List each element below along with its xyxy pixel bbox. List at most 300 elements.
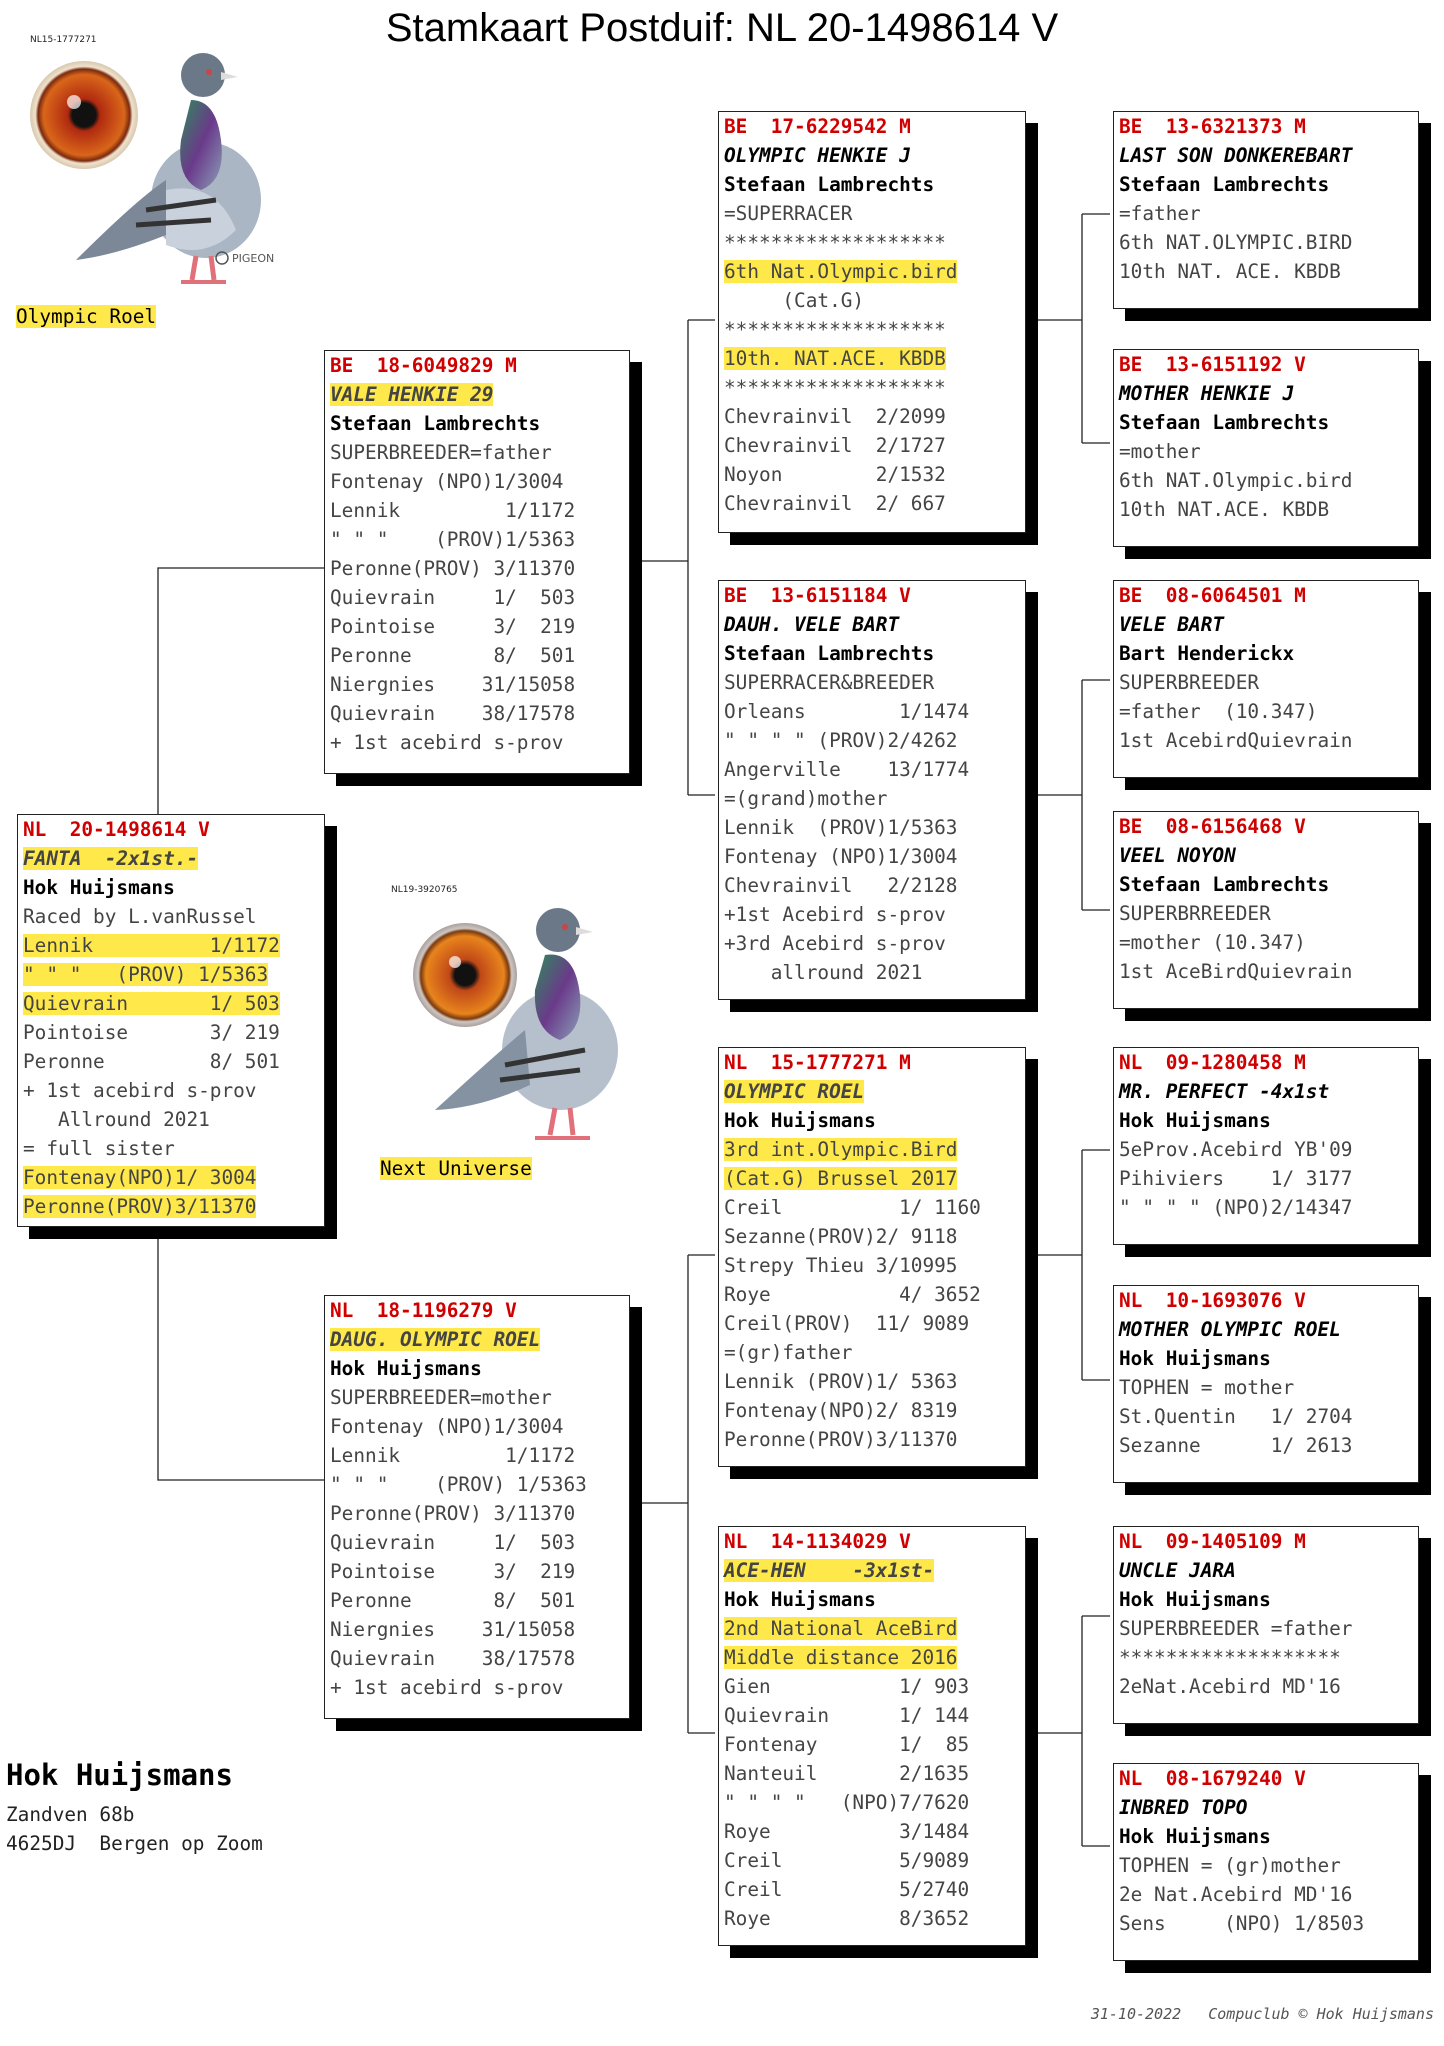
card-result-line [724,431,1020,460]
card-result-line-text: Pointoise 3/ 219 [23,1021,280,1044]
card-result-line [23,960,319,989]
card-result-line-text: +3rd Acebird s-prov [724,932,946,955]
card-result-line-text: Niergnies 31/15058 [330,673,576,696]
card-result-line-text: Pointoise 3/ 219 [330,1560,576,1583]
card-result-line-text: 10th. NAT.ACE. KBDB [724,347,946,370]
card-result-line [724,1425,1020,1454]
card-result-line-text: Peronne 8/ 501 [23,1050,280,1073]
card-owner [724,639,1020,668]
card-result-line [1119,1672,1413,1701]
card-result-line-text: " " " " (NPO)7/7620 [724,1791,970,1814]
card-result-line [1119,1909,1413,1938]
card-result-line-text: " " " (PROV) 1/5363 [330,1473,587,1496]
card-result-line-text: Noyon 2/1532 [724,463,946,486]
pigeon-photo-icon [16,30,296,310]
card-sire-dam[interactable] [718,580,1026,1000]
card-result-line-text: Sens (NPO) 1/8503 [1119,1912,1365,1935]
card-result-line-text: + 1st acebird s-prov [330,731,564,754]
card-owner [1119,1344,1413,1373]
card-result-line-text: Pointoise 3/ 219 [330,615,576,638]
card-result-line [724,1135,1020,1164]
card-owner-text: Hok Huijsmans [1119,1109,1271,1132]
card-dam-sire[interactable] [718,1047,1026,1467]
card-result-line-text: Fontenay (NPO)1/3004 [330,470,564,493]
card-result-line [330,1615,624,1644]
card-owner-text: Stefaan Lambrechts [330,412,541,435]
card-owner [1119,1106,1413,1135]
card-result-line-text: Fontenay 1/ 85 [724,1733,970,1756]
card-result-line [724,286,1020,315]
card-pigeon-name [1119,1077,1413,1106]
card-result-line-text: ******************* [724,231,946,254]
card-result-line-text: Sezanne 1/ 2613 [1119,1434,1353,1457]
card-result-line [724,1730,1020,1759]
card-result-line [330,525,624,554]
card-result-line [330,467,624,496]
card-sd-sire[interactable] [1113,580,1419,778]
card-pigeon-name [1119,610,1413,639]
card-result-line [330,641,624,670]
card-result-line-text: Quievrain 1/ 503 [23,992,280,1015]
card-sd-dam[interactable] [1113,811,1419,1009]
card-owner [724,170,1020,199]
card-result-line [1119,697,1413,726]
card-result-line-text: +1st Acebird s-prov [724,903,946,926]
card-ring-number-text: NL 20-1498614 V [23,818,210,841]
card-result-line [724,1672,1020,1701]
card-owner-text: Stefaan Lambrechts [1119,873,1330,896]
card-ring-number-text: NL 08-1679240 V [1119,1767,1306,1790]
card-result-line-text: 1st AceBirdQuievrain [1119,960,1353,983]
card-ring-number [1119,1764,1413,1793]
card-pigeon-name [724,610,1020,639]
loft-name: Hok Huijsmans [6,1758,233,1792]
card-result-line-text: Chevrainvil 2/1727 [724,434,946,457]
card-result-line-text: Roye 8/3652 [724,1907,970,1930]
card-result-line-text: Fontenay (NPO)1/3004 [724,845,958,868]
card-owner-text: Hok Huijsmans [1119,1588,1271,1611]
card-subject[interactable] [17,814,325,1227]
card-result-line [724,373,1020,402]
card-result-line [1119,1851,1413,1880]
photo-next-universe [385,880,655,1165]
card-ring-number-text: BE 08-6156468 V [1119,815,1306,838]
card-ring-number [724,112,1020,141]
card-result-line-text: =(gr)father [724,1341,853,1364]
card-ring-number [1119,581,1413,610]
card-result-line [724,1614,1020,1643]
card-result-line-text: Raced by L.vanRussel [23,905,257,928]
card-result-line [1119,928,1413,957]
card-ring-number-text: BE 13-6321373 M [1119,115,1306,138]
card-result-line [724,1817,1020,1846]
card-result-line-text: Quievrain 38/17578 [330,1647,576,1670]
card-result-line-text: 5eProv.Acebird YB'09 [1119,1138,1353,1161]
card-result-line [724,1875,1020,1904]
card-result-line [1119,466,1413,495]
card-result-line-text: Allround 2021 [23,1108,210,1131]
card-result-line-text: TOPHEN = (gr)mother [1119,1854,1341,1877]
card-result-line [1119,668,1413,697]
card-result-line [724,1846,1020,1875]
card-pigeon-name [330,1325,624,1354]
card-result-line [724,1396,1020,1425]
card-result-line [724,199,1020,228]
card-result-line-text: 10th NAT. ACE. KBDB [1119,260,1341,283]
card-owner-text: Stefaan Lambrechts [724,642,935,665]
card-result-line [724,1193,1020,1222]
card-pigeon-name-text: FANTA -2x1st.- [23,847,199,870]
card-result-line [724,842,1020,871]
photo-logo-text: PIGEON [232,252,275,265]
card-result-line [330,1586,624,1615]
card-result-line [330,1470,624,1499]
pigeon-photo-icon [385,880,655,1165]
card-result-line [1119,199,1413,228]
card-result-line [1119,1164,1413,1193]
card-result-line-text: allround 2021 [724,961,923,984]
card-result-line-text: =mother [1119,440,1201,463]
card-result-line [23,1105,319,1134]
card-ring-number-text: NL 15-1777271 M [724,1051,911,1074]
card-result-line [724,402,1020,431]
card-result-line-text: Creil 5/9089 [724,1849,970,1872]
card-ss-sire[interactable] [1113,111,1419,309]
card-result-line-text: Peronne 8/ 501 [330,1589,576,1612]
card-result-line [23,1134,319,1163]
card-result-line-text: + 1st acebird s-prov [330,1676,564,1699]
card-result-line-text: SUPERBREEDER [1119,671,1260,694]
card-owner-text: Hok Huijsmans [1119,1825,1271,1848]
card-result-line-text: Chevrainvil 2/ 667 [724,492,946,515]
card-pigeon-name [330,380,624,409]
card-owner-text: Bart Henderickx [1119,642,1295,665]
card-result-line-text: Peronne(PROV)3/11370 [724,1428,958,1451]
card-result-line [724,668,1020,697]
card-pigeon-name-text: LAST SON DONKEREBART [1119,144,1353,167]
card-pigeon-name-text: DAUG. OLYMPIC ROEL [330,1328,541,1351]
card-result-line-text: ******************* [1119,1646,1341,1669]
card-result-line-text: Orleans 1/1474 [724,700,970,723]
card-result-line-text: Chevrainvil 2/2099 [724,405,946,428]
card-result-line [23,931,319,960]
card-result-line [1119,1402,1413,1431]
card-result-line [1119,1135,1413,1164]
card-result-line-text: Lennik 1/1172 [23,934,280,957]
card-result-line-text: Angerville 13/1774 [724,758,970,781]
card-result-line-text: 2nd National AceBird [724,1617,958,1640]
card-ring-number-text: BE 17-6229542 M [724,115,911,138]
card-result-line-text: Quievrain 38/17578 [330,702,576,725]
card-result-line-text: " " " (PROV) 1/5363 [23,963,269,986]
card-result-line-text: =father [1119,202,1201,225]
card-result-line [1119,1193,1413,1222]
card-ring-number [330,1296,624,1325]
card-owner [1119,170,1413,199]
card-ring-number-text: NL 10-1693076 V [1119,1289,1306,1312]
card-result-line [724,1164,1020,1193]
card-pigeon-name-text: VALE HENKIE 29 [330,383,494,406]
card-owner [330,409,624,438]
card-result-line [1119,1431,1413,1460]
card-result-line-text: Strepy Thieu 3/10995 [724,1254,958,1277]
card-owner-text: Hok Huijsmans [23,876,175,899]
card-result-line [330,496,624,525]
card-result-line-text: + 1st acebird s-prov [23,1079,257,1102]
card-result-line-text: TOPHEN = mother [1119,1376,1295,1399]
card-result-line [1119,1880,1413,1909]
card-result-line [724,900,1020,929]
card-result-line-text: 3rd int.Olympic.Bird [724,1138,958,1161]
card-pigeon-name [724,1556,1020,1585]
card-result-line-text: = full sister [23,1137,175,1160]
card-ring-number-text: BE 08-6064501 M [1119,584,1306,607]
card-ring-number-text: NL 18-1196279 V [330,1299,517,1322]
card-result-line [330,1383,624,1412]
card-pigeon-name [724,1077,1020,1106]
card-pigeon-name-text: MR. PERFECT -4x1st [1119,1080,1330,1103]
card-result-line [724,697,1020,726]
card-result-line-text: (Cat.G) Brussel 2017 [724,1167,958,1190]
card-result-line [330,554,624,583]
card-result-line [330,699,624,728]
card-result-line-text: Chevrainvil 2/2128 [724,874,958,897]
card-ring-number [1119,1527,1413,1556]
card-result-line-text: Pihiviers 1/ 3177 [1119,1167,1353,1190]
card-result-line [330,1673,624,1702]
card-result-line-text: Quievrain 1/ 503 [330,586,576,609]
footer-credit: 31-10-2022 Compuclub © Hok Huijsmans [1090,2005,1434,2023]
card-result-line-text: =father (10.347) [1119,700,1318,723]
card-owner [1119,870,1413,899]
card-sire[interactable] [324,350,630,774]
card-result-line [1119,1614,1413,1643]
card-result-line [1119,1643,1413,1672]
card-result-line-text: ******************* [724,376,946,399]
card-result-line-text: Roye 4/ 3652 [724,1283,981,1306]
card-owner-text: Hok Huijsmans [724,1109,876,1132]
card-result-line-text: Creil 1/ 1160 [724,1196,981,1219]
card-result-line-text: Lennik 1/1172 [330,1444,576,1467]
card-pigeon-name [1119,141,1413,170]
card-owner [330,1354,624,1383]
card-ring-number-text: NL 14-1134029 V [724,1530,911,1553]
card-result-line [724,228,1020,257]
card-ring-number-text: BE 13-6151184 V [724,584,911,607]
card-result-line-text: Peronne 8/ 501 [330,644,576,667]
card-result-line [724,958,1020,987]
card-result-line [23,1192,319,1221]
card-dd-dam[interactable] [1113,1763,1419,1961]
card-result-line-text: Nanteuil 2/1635 [724,1762,970,1785]
card-result-line-text: Middle distance 2016 [724,1646,958,1669]
card-owner-text: Hok Huijsmans [1119,1347,1271,1370]
card-pigeon-name [1119,379,1413,408]
card-result-line-text: 10th NAT.ACE. KBDB [1119,498,1330,521]
card-result-line-text: " " " " (PROV)2/4262 [724,729,958,752]
card-result-line [330,1644,624,1673]
card-result-line [724,1643,1020,1672]
card-result-line [724,1367,1020,1396]
card-owner [23,873,319,902]
card-result-line-text: Quievrain 1/ 503 [330,1531,576,1554]
card-result-line [724,1222,1020,1251]
card-result-line-text: SUPERBRREEDER [1119,902,1271,925]
card-result-line-text: Fontenay(NPO)1/ 3004 [23,1166,257,1189]
card-result-line [330,1412,624,1441]
card-pigeon-name [23,844,319,873]
card-owner [1119,408,1413,437]
card-pigeon-name [1119,1793,1413,1822]
card-result-line [724,315,1020,344]
card-pigeon-name [1119,841,1413,870]
card-owner [724,1106,1020,1135]
card-result-line-text: " " " (PROV)1/5363 [330,528,576,551]
card-owner-text: Stefaan Lambrechts [1119,173,1330,196]
photo-caption-olympic-roel: Olympic Roel [16,305,157,328]
card-result-line [330,670,624,699]
card-result-line [1119,437,1413,466]
card-ring-number [724,581,1020,610]
card-result-line [1119,257,1413,286]
photo-ring-label: NL15-1777271 [30,35,97,45]
card-owner [724,1585,1020,1614]
card-dam[interactable] [324,1295,630,1719]
card-result-line [330,583,624,612]
card-pigeon-name [1119,1315,1413,1344]
card-result-line [724,1280,1020,1309]
card-ring-number-text: NL 09-1405109 M [1119,1530,1306,1553]
card-dd-sire[interactable] [1113,1526,1419,1724]
card-result-line [1119,228,1413,257]
card-pigeon-name-text: VELE BART [1119,613,1225,636]
card-result-line-text: 6th NAT.Olympic.bird [1119,469,1353,492]
card-result-line-text: =mother (10.347) [1119,931,1306,954]
card-pigeon-name-text: MOTHER HENKIE J [1119,382,1295,405]
card-result-line-text: ******************* [724,318,946,341]
card-result-line [724,344,1020,373]
page-title: Stamkaart Postduif: NL 20-1498614 V [385,6,1059,50]
card-result-line [724,1788,1020,1817]
card-ring-number [1119,350,1413,379]
card-result-line-text: Creil(PROV) 11/ 9089 [724,1312,970,1335]
card-result-line-text: " " " " (NPO)2/14347 [1119,1196,1353,1219]
card-result-line-text: 2e Nat.Acebird MD'16 [1119,1883,1353,1906]
card-result-line [1119,957,1413,986]
card-owner-text: Hok Huijsmans [724,1588,876,1611]
card-pigeon-name-text: VEEL NOYON [1119,844,1236,867]
card-result-line [724,871,1020,900]
card-sire-sire[interactable] [718,111,1026,533]
card-result-line [330,1499,624,1528]
card-result-line [23,1018,319,1047]
card-result-line-text: Sezanne(PROV)2/ 9118 [724,1225,958,1248]
card-result-line [724,257,1020,286]
card-pigeon-name [724,141,1020,170]
card-result-line [330,1528,624,1557]
card-result-line [23,1076,319,1105]
card-owner [1119,639,1413,668]
loft-address-line1: Zandven 68b [6,1803,135,1826]
card-result-line-text: SUPERBREEDER =father [1119,1617,1353,1640]
card-result-line-text: Lennik (PROV)1/ 5363 [724,1370,958,1393]
card-result-line-text: Peronne(PROV) 3/11370 [330,1502,576,1525]
card-result-line [330,612,624,641]
card-result-line [724,784,1020,813]
card-pigeon-name-text: MOTHER OLYMPIC ROEL [1119,1318,1341,1341]
card-result-line-text: Peronne(PROV) 3/11370 [330,557,576,580]
card-ring-number [1119,112,1413,141]
card-ring-number [724,1527,1020,1556]
card-ring-number [1119,1286,1413,1315]
card-result-line [23,989,319,1018]
card-result-line [330,1441,624,1470]
card-pigeon-name-text: ACE-HEN -3x1st- [724,1559,935,1582]
card-ring-number [724,1048,1020,1077]
card-ring-number [1119,812,1413,841]
card-result-line [724,813,1020,842]
card-result-line [724,489,1020,518]
card-result-line-text: Roye 3/1484 [724,1820,970,1843]
card-ring-number [23,815,319,844]
card-ring-number [1119,1048,1413,1077]
card-result-line-text: 6th NAT.OLYMPIC.BIRD [1119,231,1353,254]
card-result-line-text: 2eNat.Acebird MD'16 [1119,1675,1341,1698]
card-result-line [724,1759,1020,1788]
card-owner [1119,1585,1413,1614]
card-result-line [23,902,319,931]
card-result-line [23,1163,319,1192]
card-result-line-text: Quievrain 1/ 144 [724,1704,970,1727]
card-result-line [724,755,1020,784]
card-dam-dam[interactable] [718,1526,1026,1946]
card-result-line [724,1904,1020,1933]
card-result-line [724,726,1020,755]
card-result-line-text: Creil 5/2740 [724,1878,970,1901]
photo-caption-next-universe: Next Universe [380,1157,532,1180]
card-ring-number-text: BE 18-6049829 M [330,354,517,377]
card-pigeon-name-text: OLYMPIC ROEL [724,1080,865,1103]
card-pigeon-name-text: DAUH. VELE BART [724,613,900,636]
card-owner-text: Stefaan Lambrechts [1119,411,1330,434]
card-result-line-text: SUPERBREEDER=mother [330,1386,552,1409]
card-pigeon-name-text: INBRED TOPO [1119,1796,1248,1819]
card-result-line [724,1701,1020,1730]
card-result-line [330,438,624,467]
card-ring-number-text: BE 13-6151192 V [1119,353,1306,376]
card-pigeon-name-text: OLYMPIC HENKIE J [724,144,911,167]
card-ss-dam[interactable] [1113,349,1419,547]
card-result-line [724,1251,1020,1280]
card-result-line [724,460,1020,489]
card-result-line-text: =SUPERRACER [724,202,853,225]
card-result-line-text: Niergnies 31/15058 [330,1618,576,1641]
card-result-line-text: St.Quentin 1/ 2704 [1119,1405,1353,1428]
card-result-line-text: Fontenay(NPO)2/ 8319 [724,1399,958,1422]
card-result-line [724,1338,1020,1367]
loft-address-line2: 4625DJ Bergen op Zoom [6,1832,263,1855]
card-owner-text: Hok Huijsmans [330,1357,482,1380]
card-result-line [724,929,1020,958]
card-result-line [1119,495,1413,524]
card-result-line [1119,726,1413,755]
card-ds-dam[interactable] [1113,1285,1419,1483]
card-result-line [1119,899,1413,928]
card-pigeon-name-text: UNCLE JARA [1119,1559,1236,1582]
card-ds-sire[interactable] [1113,1047,1419,1245]
card-result-line-text: SUPERRACER&BREEDER [724,671,935,694]
card-result-line [330,1557,624,1586]
